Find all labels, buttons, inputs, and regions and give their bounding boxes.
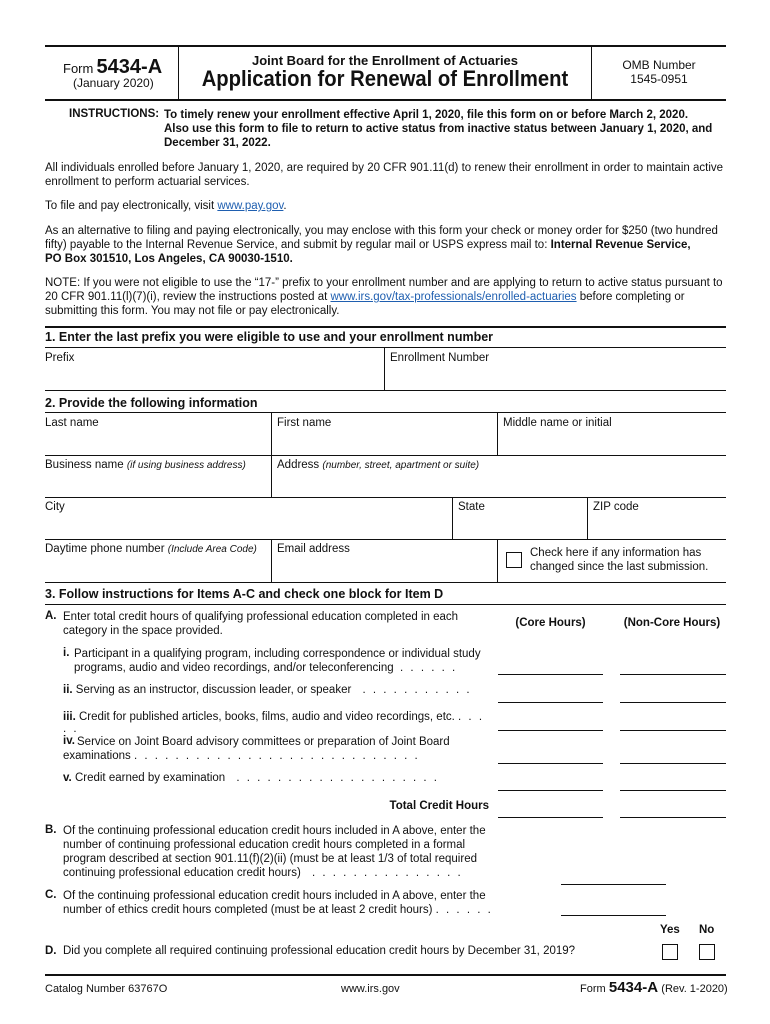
item-iv-core-input[interactable] bbox=[498, 763, 603, 764]
section1-bottom-rule bbox=[45, 390, 726, 391]
paragraph-text: before completing or bbox=[576, 291, 685, 303]
page-title: Application for Renewal of Enrollment bbox=[201, 66, 569, 91]
section3-title: 3. Follow instructions for Items A-C and check one block for Item D bbox=[45, 587, 444, 601]
leader-dots: . . . . . . . . . . . . . . . . . . . . . . . . . . . . bbox=[133, 750, 420, 762]
paragraph-text: To file and pay electronically, visit bbox=[45, 200, 218, 212]
phone-field[interactable] bbox=[45, 540, 271, 582]
item-iii-text bbox=[63, 711, 493, 735]
no-label: No bbox=[699, 924, 715, 936]
item-iv-num: iv. bbox=[63, 735, 75, 747]
section1-top-rule bbox=[45, 326, 726, 328]
business-name-note: (if using business address) bbox=[126, 460, 246, 471]
info-changed-label bbox=[530, 546, 708, 574]
item-i-noncore-input[interactable] bbox=[620, 674, 726, 675]
agency-name: Joint Board for the Enrollment of Actuaries bbox=[251, 53, 519, 68]
item-ii-core-input[interactable] bbox=[498, 702, 603, 703]
item-b-text4: continuing professional education credit hours) bbox=[63, 867, 301, 879]
item-b-input[interactable] bbox=[561, 884, 666, 885]
paragraph-file-electronically bbox=[45, 199, 287, 213]
item-d-letter: D. bbox=[45, 945, 57, 957]
item-a-line: category in the space provided. bbox=[63, 625, 223, 637]
paragraph-line bbox=[45, 238, 735, 252]
footer-revision: (Rev. 1-2020) bbox=[661, 983, 728, 995]
footer-form-id bbox=[580, 979, 728, 996]
item-c-text bbox=[63, 889, 533, 917]
leader-dots: . . . . . . . . . . . bbox=[362, 684, 472, 696]
paragraph-line: All individuals enrolled before January 1, 2020, are required by 20 CFR 901.11(d) to renew their enrollment in order to maintain active bbox=[45, 162, 724, 174]
leader-dots: . . . . . . . . . . . . . . . . . . . . bbox=[236, 772, 439, 784]
item-d-no-checkbox[interactable] bbox=[699, 944, 715, 960]
item-v-text bbox=[63, 772, 493, 784]
section3-header-rule bbox=[45, 604, 726, 605]
item-v-noncore-input[interactable] bbox=[620, 790, 726, 791]
address-text: Address bbox=[277, 459, 320, 471]
middle-name-label: Middle name or initial bbox=[503, 417, 612, 429]
item-iv-text2 bbox=[63, 749, 493, 763]
email-label: Email address bbox=[277, 543, 350, 555]
zip-label: ZIP code bbox=[593, 501, 639, 513]
item-c-line bbox=[63, 903, 533, 917]
section2-title: 2. Provide the following information bbox=[45, 396, 258, 410]
middle-name-field[interactable] bbox=[498, 413, 726, 455]
instructions-line: To timely renew your enrollment effective April 1, 2020, file this form on or before March 2, 2020. bbox=[164, 109, 689, 121]
item-c-text2: number of ethics credit hours completed (must be at least 2 credit hours) bbox=[63, 904, 433, 916]
footer-url: www.irs.gov bbox=[341, 983, 400, 995]
item-ii-num: ii. bbox=[63, 684, 73, 696]
item-b-text bbox=[63, 824, 503, 880]
core-hours-header: (Core Hours) bbox=[515, 617, 586, 629]
paragraph-note bbox=[45, 276, 735, 318]
omb-label: OMB Number bbox=[622, 58, 696, 72]
item-iv-line: examinations bbox=[63, 750, 131, 762]
item-iii-num: iii. bbox=[63, 711, 76, 723]
paragraph-line: As an alternative to filing and paying electronically, you may enclose with this form your check or money order for $250 (two hundred bbox=[45, 225, 718, 237]
item-a-line: Enter total credit hours of qualifying professional education completed in each bbox=[63, 611, 459, 623]
paragraph-text: . bbox=[283, 200, 287, 212]
paragraph-line: enrollment to perform actuarial services. bbox=[45, 176, 250, 188]
instructions-label: INSTRUCTIONS: bbox=[69, 108, 160, 120]
paragraph-requirement bbox=[45, 161, 735, 189]
leader-dots: . . . . . . bbox=[435, 904, 493, 916]
zip-field[interactable] bbox=[588, 498, 726, 539]
item-iv-noncore-input[interactable] bbox=[620, 763, 726, 764]
irs-address: PO Box 301510, Los Angeles, CA 90030-1510. bbox=[45, 253, 293, 265]
item-b-line: program described at section 901.11(f)(2)(ii) (must be at least 1/3 of total required bbox=[63, 853, 477, 865]
state-field[interactable] bbox=[453, 498, 587, 539]
item-b-letter: B. bbox=[45, 824, 57, 836]
city-label: City bbox=[45, 501, 65, 513]
item-c-line: Of the continuing professional education credit hours included in A above, enter the bbox=[63, 890, 486, 902]
row-divider bbox=[497, 540, 498, 582]
item-i-text2: programs, audio and video recordings, and/or teleconferencing bbox=[74, 662, 394, 674]
form-number: 5434-A bbox=[96, 56, 163, 78]
item-i-num: i. bbox=[63, 647, 70, 659]
item-c-input[interactable] bbox=[561, 915, 666, 916]
item-b-line: Of the continuing professional education credit hours included in A above, enter the bbox=[63, 825, 486, 837]
item-ii-text bbox=[63, 684, 493, 696]
item-d-text: Did you complete all required continuing professional education credit hours by December 31, 2019? bbox=[63, 945, 576, 957]
item-v-label: Credit earned by examination bbox=[74, 772, 226, 784]
paragraph-line: submitting this form. You may not file or pay electronically. bbox=[45, 305, 340, 317]
last-name-field[interactable] bbox=[45, 413, 271, 455]
item-b-line: number of continuing professional education credit hours completed in a formal bbox=[63, 839, 466, 851]
item-ii-label: Serving as an instructor, discussion leader, or speaker bbox=[75, 684, 352, 696]
email-field[interactable] bbox=[272, 540, 497, 582]
footer-form-number: 5434-A bbox=[608, 979, 659, 996]
info-changed-checkbox[interactable] bbox=[506, 552, 522, 568]
item-b-line bbox=[63, 866, 503, 880]
form-word: Form bbox=[63, 61, 94, 76]
section1-title: 1. Enter the last prefix you were eligible to use and your enrollment number bbox=[45, 330, 494, 344]
item-i-core-input[interactable] bbox=[498, 674, 603, 675]
paragraph-text: 20 CFR 901.11(l)(7)(i), review the instructions posted at bbox=[45, 291, 331, 303]
item-i-text bbox=[74, 647, 494, 675]
enrolled-actuaries-link[interactable]: www.irs.gov/tax-professionals/enrolled-actuaries bbox=[330, 291, 577, 303]
prefix-field[interactable] bbox=[45, 348, 384, 390]
item-iii-label: Credit for published articles, books, films, audio and video recordings, etc. bbox=[78, 711, 455, 723]
info-changed-line: changed since the last submission. bbox=[530, 561, 709, 573]
paragraph-line bbox=[45, 290, 735, 304]
pay-gov-link[interactable]: www.pay.gov bbox=[217, 200, 284, 212]
item-i-line: Participant in a qualifying program, including correspondence or individual study bbox=[74, 648, 481, 660]
omb-number: 1545-0951 bbox=[630, 72, 688, 86]
paragraph-text: fifty) payable to the Internal Revenue Service, and submit by regular mail or USPS express mail to: bbox=[45, 239, 551, 251]
item-v-core-input[interactable] bbox=[498, 790, 603, 791]
phone-text: Daytime phone number bbox=[45, 543, 165, 555]
paragraph-alternative bbox=[45, 224, 735, 266]
item-iv-text bbox=[77, 735, 497, 749]
prefix-label: Prefix bbox=[45, 352, 75, 364]
address-field[interactable] bbox=[272, 456, 726, 497]
total-noncore-input[interactable] bbox=[620, 817, 726, 818]
info-changed-line: Check here if any information has bbox=[530, 547, 702, 559]
state-label: State bbox=[458, 501, 485, 513]
last-name-label: Last name bbox=[45, 417, 99, 429]
instructions-text bbox=[164, 108, 734, 150]
item-v-num: v. bbox=[63, 772, 72, 784]
address-note: (number, street, apartment or suite) bbox=[322, 460, 480, 471]
enrollment-number-label: Enrollment Number bbox=[390, 352, 490, 364]
header-bottom-rule bbox=[45, 99, 726, 101]
paragraph-line: NOTE: If you were not eligible to use the “17-” prefix to your enrollment number and are applying to return to active status pursuant to bbox=[45, 277, 723, 289]
instructions-line: Also use this form to file to return to active status from inactive status between January 1, 2020, and bbox=[164, 123, 713, 135]
item-a-text bbox=[63, 610, 483, 638]
instructions-line: December 31, 2022. bbox=[164, 137, 271, 149]
item-ii-noncore-input[interactable] bbox=[620, 702, 726, 703]
item-iii-core-input[interactable] bbox=[498, 730, 603, 731]
business-name-field[interactable] bbox=[45, 456, 271, 497]
item-i-line bbox=[74, 661, 494, 675]
leader-dots: . . . . . bbox=[63, 711, 485, 735]
total-credit-hours-label: Total Credit Hours bbox=[389, 800, 489, 812]
item-d-yes-checkbox[interactable] bbox=[662, 944, 678, 960]
enrollment-number-field[interactable] bbox=[385, 348, 726, 390]
item-a-letter: A. bbox=[45, 610, 57, 622]
item-c-letter: C. bbox=[45, 889, 57, 901]
footer-form-word: Form bbox=[580, 983, 606, 995]
noncore-hours-header: (Non-Core Hours) bbox=[623, 617, 721, 629]
item-iii-noncore-input[interactable] bbox=[620, 730, 726, 731]
irs-address: Internal Revenue Service, bbox=[550, 239, 691, 251]
city-field[interactable] bbox=[45, 498, 452, 539]
phone-note: (Include Area Code) bbox=[167, 544, 257, 555]
catalog-number: Catalog Number 63767O bbox=[45, 983, 168, 995]
total-core-input[interactable] bbox=[498, 817, 603, 818]
business-name-text: Business name bbox=[45, 459, 124, 471]
form-date: (January 2020) bbox=[73, 76, 154, 90]
header-top-rule bbox=[45, 45, 726, 47]
first-name-field[interactable] bbox=[272, 413, 497, 455]
footer-rule bbox=[45, 974, 726, 976]
leader-dots: . . . . . . . . . . . . . . . bbox=[312, 867, 463, 879]
yes-label: Yes bbox=[660, 924, 680, 936]
item-iv-line: Service on Joint Board advisory committees or preparation of Joint Board bbox=[77, 736, 450, 748]
first-name-label: First name bbox=[277, 417, 332, 429]
section2-bottom-rule bbox=[45, 582, 726, 583]
leader-dots: . . . . . . bbox=[400, 662, 458, 674]
